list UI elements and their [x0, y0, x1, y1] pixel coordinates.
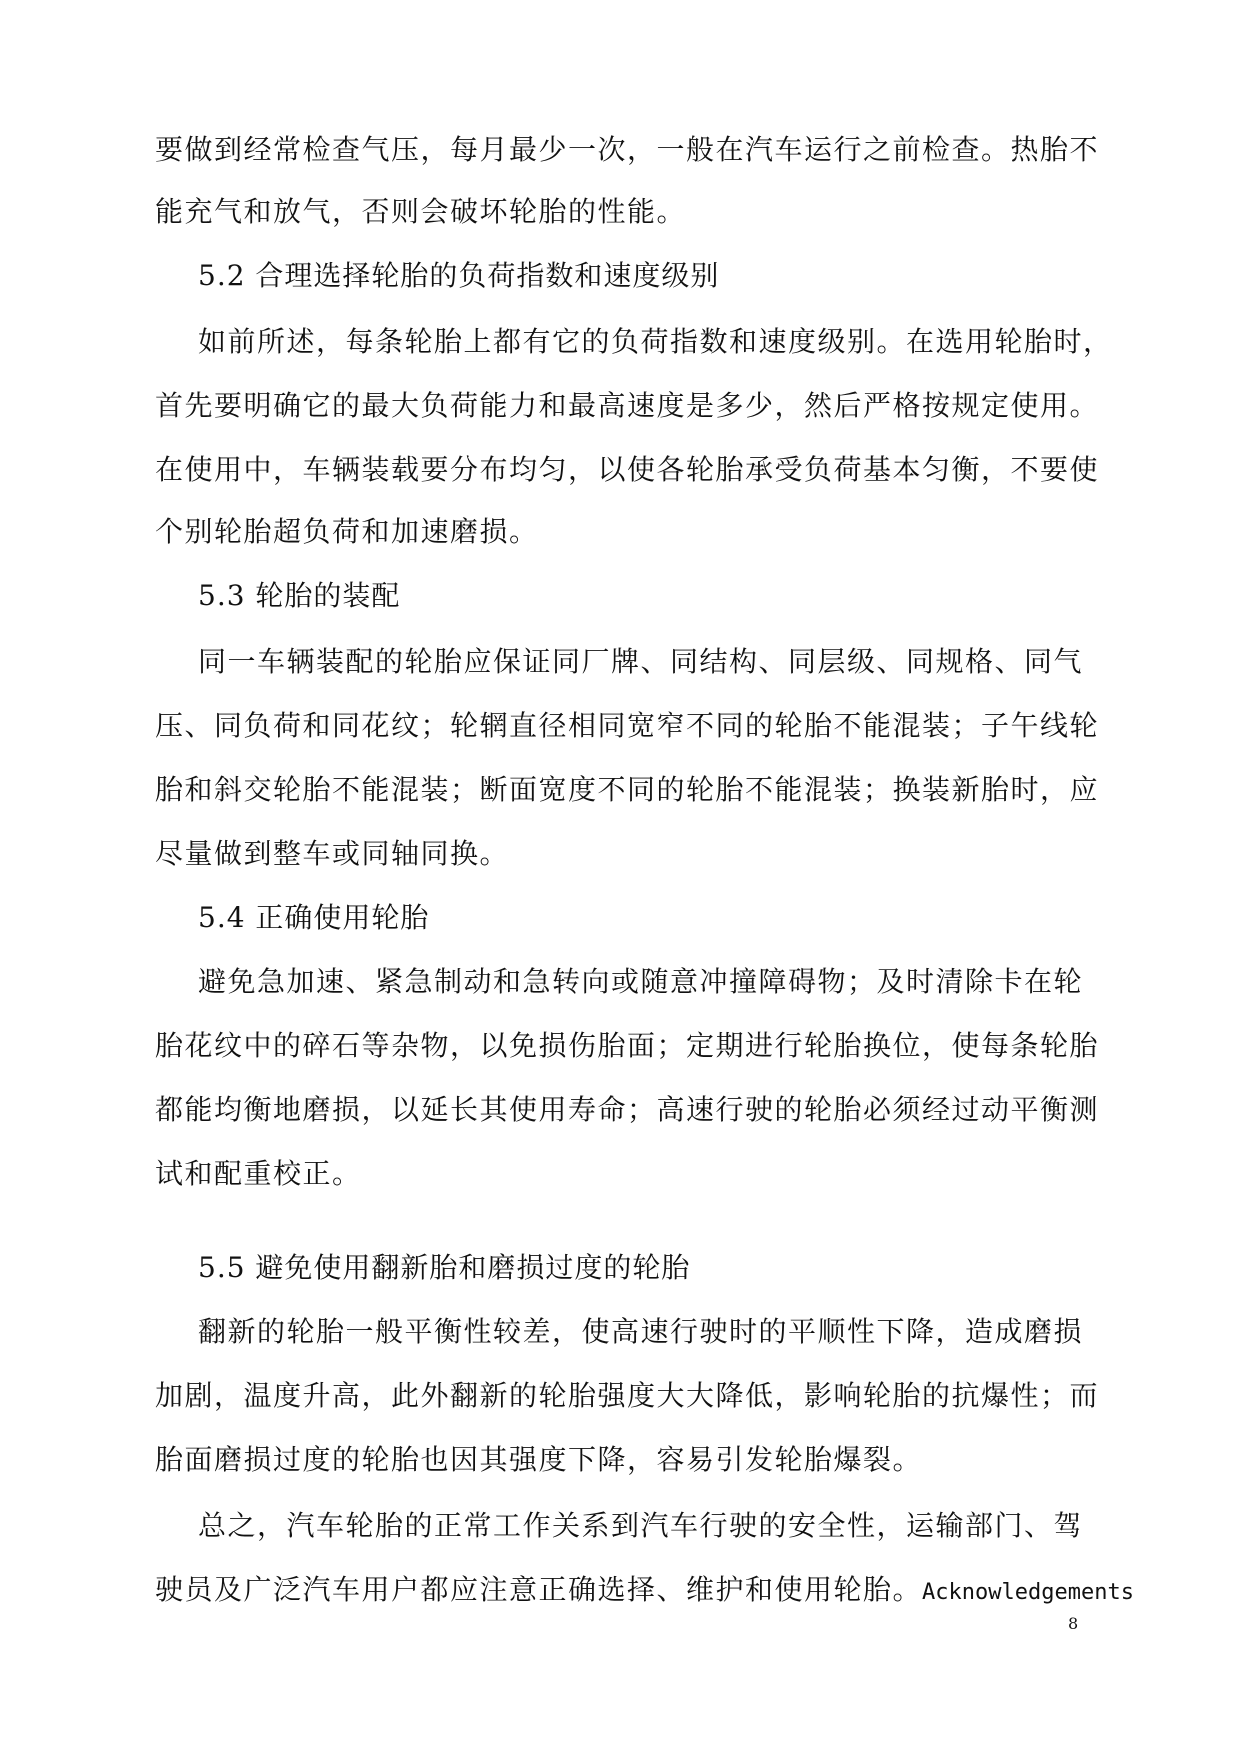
section-heading-5-4: 5.4 正确使用轮胎: [198, 901, 430, 934]
paragraph-line: 在使用中，车辆装载要分布均匀，以使各轮胎承受负荷基本匀衡，不要使: [155, 453, 1100, 486]
paragraph-line: 都能均衡地磨损，以延长其使用寿命；高速行驶的轮胎必须经过动平衡测: [155, 1093, 1100, 1126]
paragraph-line: 如前所述，每条轮胎上都有它的负荷指数和速度级别。在选用轮胎时，: [198, 325, 1113, 358]
paragraph-line: 要做到经常检查气压，每月最少一次，一般在汽车运行之前检查。热胎不: [155, 133, 1100, 166]
acknowledgements-heading: Acknowledgements: [922, 1580, 1134, 1605]
section-heading-5-2: 5.2 合理选择轮胎的负荷指数和速度级别: [198, 259, 720, 292]
paragraph-line: 翻新的轮胎一般平衡性较差，使高速行驶时的平顺性下降，造成磨损: [198, 1315, 1084, 1348]
paragraph-line: 个别轮胎超负荷和加速磨损。: [155, 515, 539, 548]
paragraph-line: 避免急加速、紧急制动和急转向或随意冲撞障碍物；及时清除卡在轮: [198, 965, 1084, 998]
paragraph-line: 压、同负荷和同花纹；轮辋直径相同宽窄不同的轮胎不能混装；子午线轮: [155, 709, 1100, 742]
paragraph-line: 试和配重校正。: [155, 1157, 362, 1190]
paragraph-line: 能充气和放气，否则会破坏轮胎的性能。: [155, 195, 687, 228]
paragraph-line: 总之，汽车轮胎的正常工作关系到汽车行驶的安全性，运输部门、驾: [198, 1509, 1084, 1542]
paragraph-line: 加剧，温度升高，此外翻新的轮胎强度大大降低，影响轮胎的抗爆性；而: [155, 1379, 1100, 1412]
section-heading-5-5: 5.5 避免使用翻新胎和磨损过度的轮胎: [198, 1251, 691, 1284]
section-heading-5-3: 5.3 轮胎的装配: [198, 579, 401, 612]
paragraph-line: 同一车辆装配的轮胎应保证同厂牌、同结构、同层级、同规格、同气: [198, 645, 1084, 678]
paragraph-line: 胎花纹中的碎石等杂物，以免损伤胎面；定期进行轮胎换位，使每条轮胎: [155, 1029, 1100, 1062]
paragraph-line: 胎面磨损过度的轮胎也因其强度下降，容易引发轮胎爆裂。: [155, 1443, 923, 1476]
page-number: 8: [1068, 1614, 1079, 1633]
paragraph-line: 胎和斜交轮胎不能混装；断面宽度不同的轮胎不能混装；换装新胎时，应: [155, 773, 1100, 806]
paragraph-line: 首先要明确它的最大负荷能力和最高速度是多少，然后严格按规定使用。: [155, 389, 1100, 422]
paragraph-line: [155, 1570, 1134, 1613]
closing-sentence: 驶员及广泛汽车用户都应注意正确选择、维护和使用轮胎。: [155, 1573, 923, 1606]
paragraph-line: 尽量做到整车或同轴同换。: [155, 837, 510, 870]
